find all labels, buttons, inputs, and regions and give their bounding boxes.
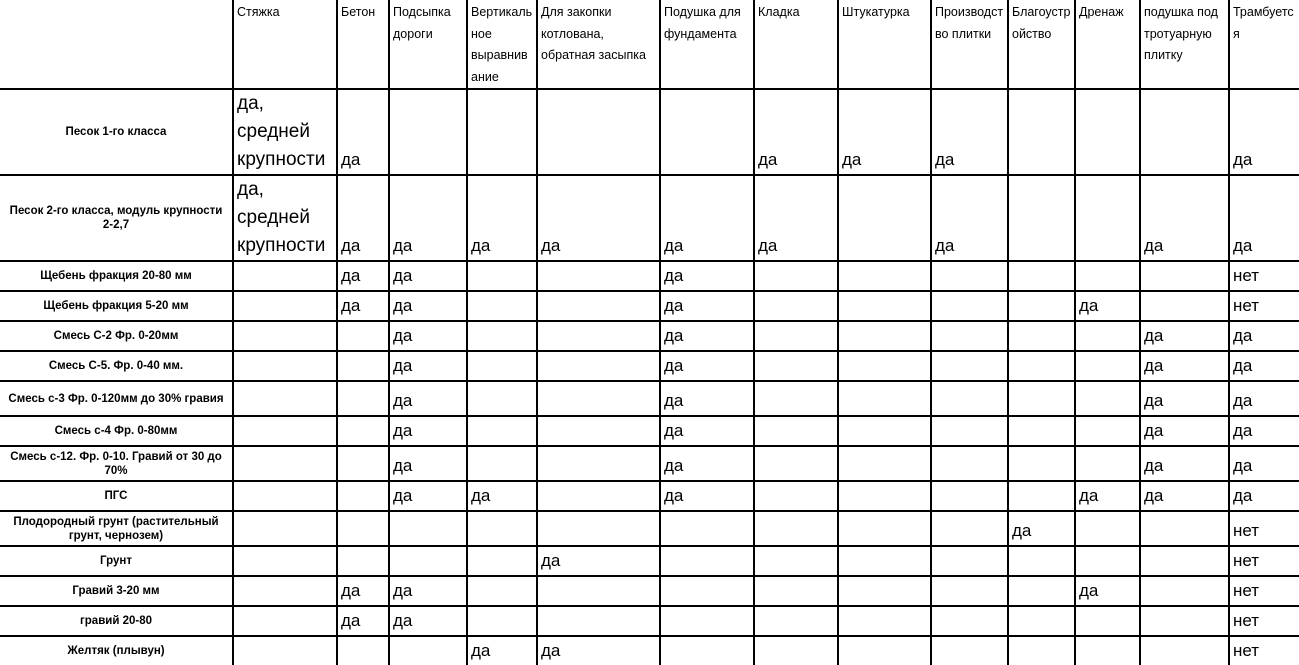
table-cell bbox=[1008, 381, 1075, 416]
table-cell bbox=[467, 381, 537, 416]
table-cell bbox=[1075, 175, 1140, 261]
row-label: ПГС bbox=[0, 481, 233, 511]
column-header: Бетон bbox=[337, 0, 389, 89]
table-cell: да bbox=[660, 481, 754, 511]
table-row bbox=[0, 606, 1299, 636]
row-label: Плодородный грунт (растительный грунт, чернозем) bbox=[0, 511, 233, 546]
table-cell: да bbox=[389, 416, 467, 446]
table-cell bbox=[838, 446, 931, 481]
table-cell: да bbox=[467, 175, 537, 261]
table-cell bbox=[233, 636, 337, 665]
table-cell bbox=[1075, 446, 1140, 481]
table-cell: да bbox=[389, 381, 467, 416]
table-cell bbox=[233, 381, 337, 416]
table-cell: да bbox=[1229, 416, 1299, 446]
table-cell: да bbox=[337, 291, 389, 321]
table-cell bbox=[467, 261, 537, 291]
table-cell: да bbox=[1140, 321, 1229, 351]
table-cell bbox=[233, 291, 337, 321]
table-cell: да bbox=[1229, 175, 1299, 261]
table-cell bbox=[467, 576, 537, 606]
table-cell bbox=[537, 89, 660, 175]
table-row bbox=[0, 351, 1299, 381]
table-row bbox=[0, 546, 1299, 576]
row-label: Смесь с-3 Фр. 0-120мм до 30% гравия bbox=[0, 381, 233, 416]
table-cell bbox=[838, 351, 931, 381]
table-cell bbox=[1008, 321, 1075, 351]
table-cell bbox=[337, 511, 389, 546]
table-row bbox=[0, 416, 1299, 446]
table-cell bbox=[838, 416, 931, 446]
table-cell bbox=[1075, 261, 1140, 291]
table-cell: да bbox=[660, 321, 754, 351]
table-cell: да bbox=[1075, 481, 1140, 511]
table-cell bbox=[754, 481, 838, 511]
table-cell bbox=[660, 636, 754, 665]
row-label: Щебень фракция 20-80 мм bbox=[0, 261, 233, 291]
table-row bbox=[0, 89, 1299, 175]
table-cell bbox=[537, 416, 660, 446]
table-cell bbox=[1075, 89, 1140, 175]
table-cell bbox=[389, 636, 467, 665]
table-cell bbox=[838, 481, 931, 511]
table-cell bbox=[838, 511, 931, 546]
table-cell bbox=[537, 511, 660, 546]
table-cell bbox=[754, 636, 838, 665]
column-header: Трамбуется bbox=[1229, 0, 1299, 89]
table-cell: да bbox=[931, 89, 1008, 175]
table-cell bbox=[337, 546, 389, 576]
table-cell: да bbox=[1140, 481, 1229, 511]
table-cell: да bbox=[389, 321, 467, 351]
table-cell: да bbox=[931, 175, 1008, 261]
table-cell bbox=[337, 381, 389, 416]
table-cell bbox=[1008, 175, 1075, 261]
table-cell bbox=[1008, 481, 1075, 511]
table-cell bbox=[754, 546, 838, 576]
table-cell bbox=[931, 576, 1008, 606]
table-cell: да bbox=[1229, 481, 1299, 511]
table-cell bbox=[537, 481, 660, 511]
table-cell: да bbox=[337, 175, 389, 261]
table-cell: да bbox=[1075, 576, 1140, 606]
table-cell bbox=[660, 546, 754, 576]
table-cell bbox=[838, 175, 931, 261]
table-cell bbox=[537, 446, 660, 481]
column-header: Стяжка bbox=[233, 0, 337, 89]
table-cell bbox=[233, 446, 337, 481]
table-cell bbox=[233, 351, 337, 381]
table-cell bbox=[754, 351, 838, 381]
table-cell bbox=[467, 89, 537, 175]
header-row bbox=[0, 0, 1299, 89]
table-cell: да bbox=[389, 481, 467, 511]
table-cell bbox=[838, 606, 931, 636]
table-cell bbox=[931, 481, 1008, 511]
table-cell: да bbox=[537, 546, 660, 576]
table-cell bbox=[467, 546, 537, 576]
table-cell: да bbox=[1140, 381, 1229, 416]
table-cell bbox=[838, 636, 931, 665]
row-label: Песок 2-го класса, модуль крупности 2-2,7 bbox=[0, 175, 233, 261]
table-cell bbox=[1008, 416, 1075, 446]
table-cell bbox=[1075, 351, 1140, 381]
table-cell bbox=[838, 261, 931, 291]
table-cell bbox=[754, 291, 838, 321]
column-header: подушка под тротуарную плитку bbox=[1140, 0, 1229, 89]
table-cell: да bbox=[754, 89, 838, 175]
table-cell bbox=[1075, 606, 1140, 636]
table-row bbox=[0, 511, 1299, 546]
table-row bbox=[0, 175, 1299, 261]
table-cell bbox=[931, 351, 1008, 381]
table-cell: да bbox=[660, 416, 754, 446]
table-cell: да bbox=[389, 446, 467, 481]
table-cell bbox=[754, 321, 838, 351]
table-cell bbox=[931, 261, 1008, 291]
table-cell bbox=[467, 416, 537, 446]
table-cell: нет bbox=[1229, 606, 1299, 636]
table-cell: нет bbox=[1229, 576, 1299, 606]
table-cell: да bbox=[337, 576, 389, 606]
table-cell bbox=[337, 636, 389, 665]
table-cell: да bbox=[660, 175, 754, 261]
table-cell: да bbox=[660, 381, 754, 416]
table-row bbox=[0, 291, 1299, 321]
table-cell: нет bbox=[1229, 636, 1299, 665]
table-cell bbox=[931, 546, 1008, 576]
table-cell bbox=[1008, 89, 1075, 175]
table-cell bbox=[537, 321, 660, 351]
column-header: Вертикальное выравнивание bbox=[467, 0, 537, 89]
table-cell: да bbox=[1140, 416, 1229, 446]
table-row bbox=[0, 261, 1299, 291]
table-cell bbox=[931, 636, 1008, 665]
table-cell bbox=[1008, 546, 1075, 576]
column-header: Производство плитки bbox=[931, 0, 1008, 89]
table-row bbox=[0, 481, 1299, 511]
table-cell bbox=[337, 446, 389, 481]
table-cell bbox=[1140, 89, 1229, 175]
table-cell bbox=[233, 511, 337, 546]
table-cell: да bbox=[838, 89, 931, 175]
table-cell bbox=[233, 481, 337, 511]
table-cell bbox=[233, 321, 337, 351]
table-cell bbox=[838, 321, 931, 351]
table-cell: да bbox=[1140, 446, 1229, 481]
table-cell: да bbox=[389, 175, 467, 261]
column-header: Благоустройство bbox=[1008, 0, 1075, 89]
table-cell: да bbox=[537, 175, 660, 261]
table-cell bbox=[931, 511, 1008, 546]
table-cell bbox=[1008, 261, 1075, 291]
table-cell bbox=[1075, 511, 1140, 546]
table-cell bbox=[467, 446, 537, 481]
table-cell: да bbox=[1229, 321, 1299, 351]
table-cell bbox=[537, 381, 660, 416]
table-cell bbox=[467, 606, 537, 636]
table-cell: да bbox=[1140, 175, 1229, 261]
table-cell bbox=[337, 481, 389, 511]
column-header: Для закопки котлована, обратная засыпка bbox=[537, 0, 660, 89]
table-row bbox=[0, 321, 1299, 351]
table-cell bbox=[754, 446, 838, 481]
column-header: Штукатурка bbox=[838, 0, 931, 89]
table-cell bbox=[754, 261, 838, 291]
table-cell: нет bbox=[1229, 291, 1299, 321]
row-label: Грунт bbox=[0, 546, 233, 576]
table-cell bbox=[931, 606, 1008, 636]
table-cell bbox=[537, 576, 660, 606]
table-cell: да bbox=[1075, 291, 1140, 321]
table-cell bbox=[1140, 511, 1229, 546]
table-cell: да bbox=[1229, 381, 1299, 416]
table-cell bbox=[1140, 606, 1229, 636]
table-cell bbox=[233, 576, 337, 606]
row-label: Желтяк (плывун) bbox=[0, 636, 233, 665]
table-cell bbox=[537, 351, 660, 381]
table-cell: да bbox=[660, 446, 754, 481]
column-header: Кладка bbox=[754, 0, 838, 89]
table-cell: нет bbox=[1229, 546, 1299, 576]
table-cell bbox=[537, 261, 660, 291]
table-cell bbox=[233, 416, 337, 446]
table-cell bbox=[233, 261, 337, 291]
table-cell bbox=[931, 446, 1008, 481]
table-cell: да bbox=[1229, 351, 1299, 381]
table-cell: да bbox=[467, 636, 537, 665]
column-header: Дренаж bbox=[1075, 0, 1140, 89]
table-cell bbox=[1008, 576, 1075, 606]
table-cell bbox=[754, 416, 838, 446]
row-label: гравий 20-80 bbox=[0, 606, 233, 636]
row-label: Смесь С-2 Фр. 0-20мм bbox=[0, 321, 233, 351]
table-cell bbox=[1075, 416, 1140, 446]
table-cell bbox=[931, 416, 1008, 446]
table-row bbox=[0, 381, 1299, 416]
table-cell bbox=[838, 381, 931, 416]
table-cell: да bbox=[337, 261, 389, 291]
table-cell bbox=[1008, 636, 1075, 665]
table-cell bbox=[467, 511, 537, 546]
table-cell bbox=[1140, 261, 1229, 291]
table-cell: да bbox=[389, 291, 467, 321]
table-cell bbox=[1075, 636, 1140, 665]
row-label: Щебень фракция 5-20 мм bbox=[0, 291, 233, 321]
table-cell: нет bbox=[1229, 261, 1299, 291]
table-cell bbox=[337, 321, 389, 351]
table-row bbox=[0, 446, 1299, 481]
table-cell bbox=[1140, 291, 1229, 321]
table-cell bbox=[537, 606, 660, 636]
row-label: Песок 1-го класса bbox=[0, 89, 233, 175]
table-cell bbox=[233, 606, 337, 636]
table-cell: да bbox=[1008, 511, 1075, 546]
table-cell bbox=[337, 416, 389, 446]
table-cell: нет bbox=[1229, 511, 1299, 546]
table-cell: да bbox=[1229, 89, 1299, 175]
table-cell bbox=[660, 606, 754, 636]
table-cell bbox=[838, 546, 931, 576]
row-label: Смесь С-5. Фр. 0-40 мм. bbox=[0, 351, 233, 381]
table-cell bbox=[1075, 381, 1140, 416]
table-cell bbox=[931, 381, 1008, 416]
corner-cell bbox=[0, 0, 233, 89]
table-row bbox=[0, 576, 1299, 606]
table-row bbox=[0, 636, 1299, 665]
table-cell bbox=[467, 291, 537, 321]
table-cell bbox=[931, 291, 1008, 321]
table-cell bbox=[931, 321, 1008, 351]
table-cell bbox=[389, 89, 467, 175]
table-cell: да bbox=[660, 261, 754, 291]
table-cell bbox=[1140, 546, 1229, 576]
row-label: Смесь с-12. Фр. 0-10. Гравий от 30 до 70% bbox=[0, 446, 233, 481]
row-label: Гравий 3-20 мм bbox=[0, 576, 233, 606]
table-cell bbox=[389, 511, 467, 546]
table-cell: да bbox=[389, 351, 467, 381]
table-cell: да bbox=[389, 261, 467, 291]
table-cell: да bbox=[389, 576, 467, 606]
table-cell bbox=[467, 351, 537, 381]
table-cell bbox=[660, 89, 754, 175]
table-cell bbox=[1075, 546, 1140, 576]
table-cell bbox=[660, 511, 754, 546]
table-cell: да bbox=[389, 606, 467, 636]
table-cell: да bbox=[1140, 351, 1229, 381]
column-header: Подсыпка дороги bbox=[389, 0, 467, 89]
table-cell bbox=[838, 576, 931, 606]
row-label: Смесь с-4 Фр. 0-80мм bbox=[0, 416, 233, 446]
table-cell bbox=[537, 291, 660, 321]
table-cell bbox=[838, 291, 931, 321]
table-cell: да bbox=[337, 89, 389, 175]
table-cell bbox=[754, 576, 838, 606]
table-cell bbox=[233, 546, 337, 576]
table-cell bbox=[754, 606, 838, 636]
table-cell: да bbox=[337, 606, 389, 636]
table-cell bbox=[467, 321, 537, 351]
table-cell bbox=[1008, 351, 1075, 381]
table-cell bbox=[1140, 576, 1229, 606]
table-cell: да bbox=[754, 175, 838, 261]
table-cell bbox=[660, 576, 754, 606]
table-cell: да, средней крупности bbox=[233, 89, 337, 175]
table-cell: да bbox=[1229, 446, 1299, 481]
table-cell: да bbox=[660, 291, 754, 321]
table-cell: да bbox=[537, 636, 660, 665]
table-cell bbox=[754, 511, 838, 546]
table-cell: да bbox=[660, 351, 754, 381]
table-cell bbox=[337, 351, 389, 381]
table-cell bbox=[1008, 606, 1075, 636]
table-cell bbox=[1140, 636, 1229, 665]
table-cell bbox=[1008, 291, 1075, 321]
table-cell bbox=[1075, 321, 1140, 351]
table-cell bbox=[754, 381, 838, 416]
table-cell: да bbox=[467, 481, 537, 511]
table-cell bbox=[389, 546, 467, 576]
table-cell bbox=[1008, 446, 1075, 481]
column-header: Подушка для фундамента bbox=[660, 0, 754, 89]
table-cell: да, средней крупности bbox=[233, 175, 337, 261]
